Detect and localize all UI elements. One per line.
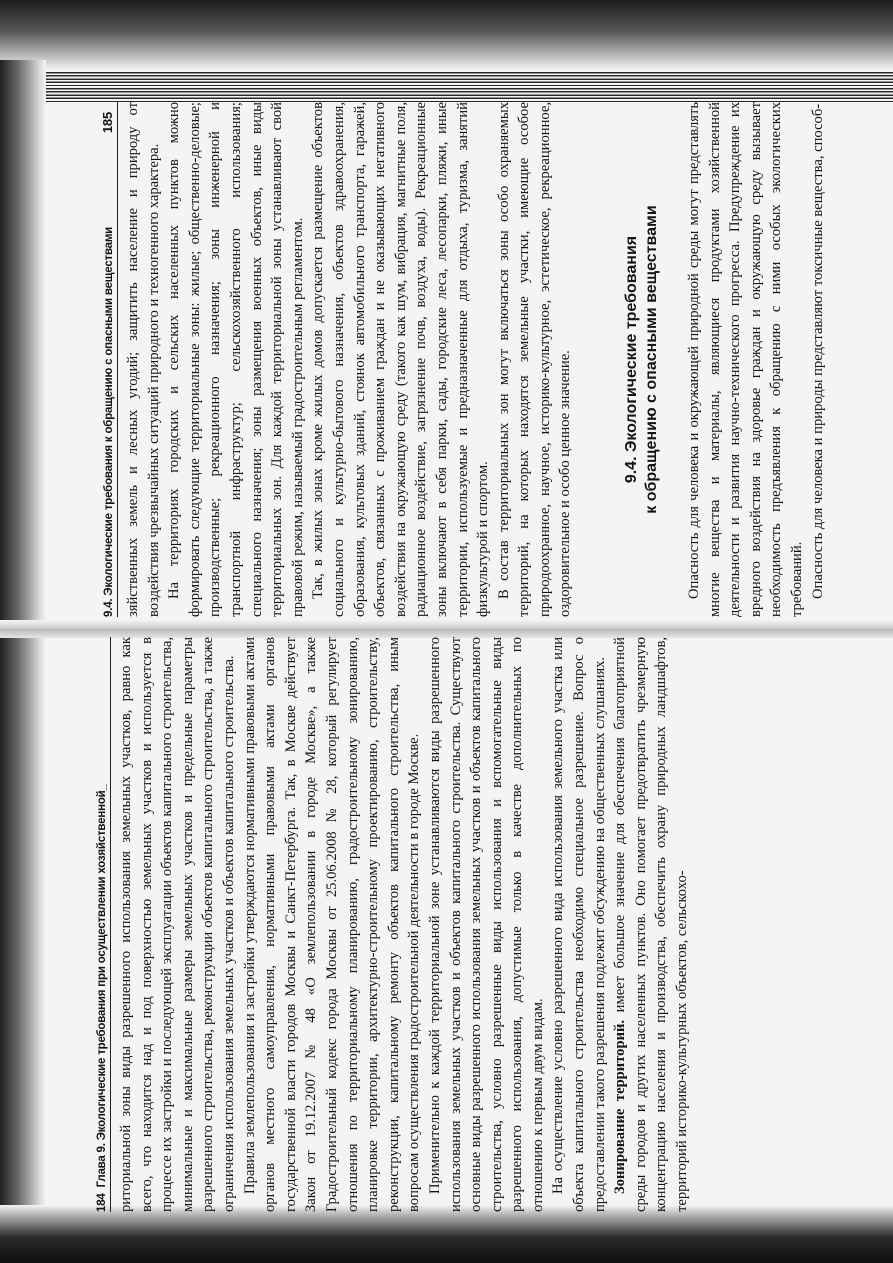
section-heading [622,102,662,617]
paragraph: Правила землепользования и застройки утверждаются нормативными правовыми актами органов местного самоуправления, нормативными правовыми актами органов государственной власти городов Москвы и Санкт-Петербурга. Так, в Москве действует Закон от 19.12.2007 № 48 «О землепользовании в городе Москве», а также Градостроительный кодекс города Москвы от 25.06.2008 № 28, который регулирует отношения по территориальному планированию, градостроительному зонированию, планировке территории, архитектурно-строительному проектированию, строительству, реконструкции, капитальному ремонту объектов капитального строительства, иным вопросам осуществления градостроительной деятельности в городе Москве. [241,637,423,1212]
page-edge-lines [0,72,893,102]
running-head [96,637,111,1212]
paragraph: В состав территориальных зон могут включаться зоны особо охраняемых территорий, на которых находятся земельные участки, имеющие особое природоохранное, научное, историко-культурное, эстетическое, рекреационное, оздоровительное и особо ценное значение. [495,102,574,617]
running-head-title: Глава 9. Экологические требования при осуществлении хозяйственной_ [96,784,108,1188]
paragraph: Применительно к каждой территориальной зоне устанавливаются виды разрешенного использования земельных участков и объектов капитального строительства. Существуют основные виды разрешенного использования земельных участков и объектов капитального строительства, условно разрешенные виды использования и вспомогательные виды разрешенного использования, допустимые только в качестве дополнительных по отношению к первым двум видам. [426,637,546,1212]
scan-shadow-top [0,0,893,70]
page-number: 184 [96,1193,108,1212]
paragraph: зяйственных земель и лесных угодий; защитить население и природу от воздействия чрезвычайных ситуаций природного и техногенного характера. [125,102,162,617]
paragraph: Так, в жилых зонах кроме жилых домов допускается размещение объектов социального и культурно-бытового назначения, объектов здравоохранения, образования, культовых зданий, стоянок автомобильного транспорта, гаражей, объектов, связанных с проживанием граждан и не оказывающих негативного воздействия на окружающую среду (такого как шум, вибрация, магнитные поля, радиационное воздействие, загрязнение почв, воздуха, воды). Рекреационные зоны включают в себя парки, сады, городские леса, лесопарки, пляжи, иные территории, используемые и предназначенные для отдыха, туризма, занятий физкультурой и спортом. [310,102,492,617]
running-head-title: 9.4. Экологические требования к обращению с опасными веществами [103,226,115,617]
paragraph: Опасность для человека и природы представляют токсичные вещества, способ- [809,103,826,599]
paragraph: Опасность для человека и окружающей природной среды могут представлять многие вещества и материалы, являющиеся продуктами хозяйственной деятельности и развития научно-технического прогресса. Предупреждение их вредного воздействия на здоровье граждан и окружающую среду вызывает необходимость предъявления к обращению с ними особых экологических требований. [686,102,806,617]
book-page-left [96,637,696,1212]
paragraph: На территориях городских и сельских населенных пунктов можно формировать следующие территориальные зоны: жилые; общественно-деловые; производственные; рекреационного назначения; зоны инженерной и транспортной инфраструктур; сельскохозяйственного использования; специального назначения; зоны размещения военных объектов, иные виды территориальных зон. Для каждой территориальной зоны устанавливают свой правовой режим, называемый градостроительным регламентом. [166,102,306,617]
page-body [116,637,693,1212]
book-page-right [100,102,826,617]
paragraph: Зонирование территорий. имеет большое значение для обеспечения благоприятной среды городов и других населенных пунктов. Оно помогает предотвратить чрезмерную концентрацию населения и производства, обеспечить охрану природных ландшафтов, территорий историко-культурных объектов, сельскохо- [612,637,691,1212]
section-heading-line: 9.4. Экологические требования [623,235,641,484]
section-heading-line: к обращению с опасными веществами [643,205,661,514]
book-spine [0,620,893,638]
page-number: 185 [100,112,115,134]
running-head [100,102,118,617]
paragraph: На осуществление условно разрешенного вида использования земельного участка или объекта капитального строительства необходимо специальное разрешение. Вопрос о предоставлении такого разрешения подлежит обсуждению на общественных слушаниях. [550,637,608,1212]
lead-term: Зонирование территорий. [612,1019,629,1194]
scan-shadow-bottom [0,1205,893,1263]
page-body [123,102,828,617]
paragraph: риториальной зоны виды разрешенного использования земельных участков, равно как всего, что находится над и под поверхностью земельных участков и используется в процессе их застройки и последующей эксплуатации объектов капитального строительства, минимальные и максимальные размеры земельных участков и предельные параметры разрешенного строительства, реконструкции объектов капитального строительства, а также ограничения использования земельных участков и объектов капитального строительства. [118,637,237,1212]
